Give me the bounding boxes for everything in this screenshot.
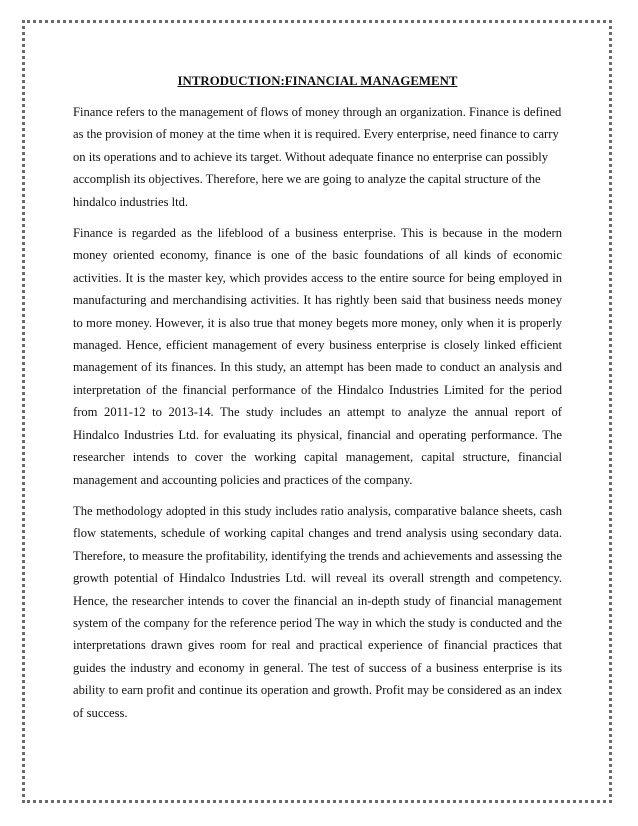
paragraph-methodology: The methodology adopted in this study includes ratio analysis, comparative balance sheets, cash flow statements, schedule of working capital changes and trend analysis using secondary data. Therefore, to measure the profitability, identifying the trends and achievements and assessing the growth potential of Hindalco Industries Ltd. will reveal its overall strength and competency. Hence, the researcher intends to cover the financial an in-depth study of financial management system of the company for the reference period The way in which the study is conducted and the interpretations drawn gives room for real and practical experience of financial practices that guides the industry and economy in general. The test of success of a business enterprise is its ability to earn profit and continue its operation and growth. Profit may be considered as an index of success. (73, 503, 562, 720)
document-title: INTRODUCTION:FINANCIAL MANAGEMENT (177, 74, 458, 88)
document-body (73, 72, 562, 733)
paragraph-lifeblood: Finance is regarded as the lifeblood of a business enterprise. This is because in the modern money oriented economy, finance is one of the basic foundations of all kinds of economic activities. It is the master key, which provides access to the entire source for being employed in manufacturing and merchandising activities. It has rightly been said that business needs money to more money. However, it is also true that money begets more money, only when it is properly managed. Hence, efficient management of every business enterprise is closely linked efficient management of its finances. In this study, an attempt has been made to conduct an analysis and interpretation of the financial performance of the Hindalco Industries Limited for the period from 2011-12 to 2013-14. The study includes an attempt to analyze the annual report of Hindalco Industries Ltd. for evaluating its physical, financial and operating performance. The researcher intends to cover the working capital management, capital structure, financial management and accounting policies and practices of the company. (73, 226, 562, 487)
paragraph-intro: Finance refers to the management of flows of money through an organization. Finance is defined as the provision of money at the time when it is required. Every enterprise, need finance to carry on its operations and to achieve its target. Without adequate finance no enterprise can possibly accomplish its objectives. Therefore, here we are going to analyze the capital structure of the hindalco industries ltd. (73, 105, 562, 209)
